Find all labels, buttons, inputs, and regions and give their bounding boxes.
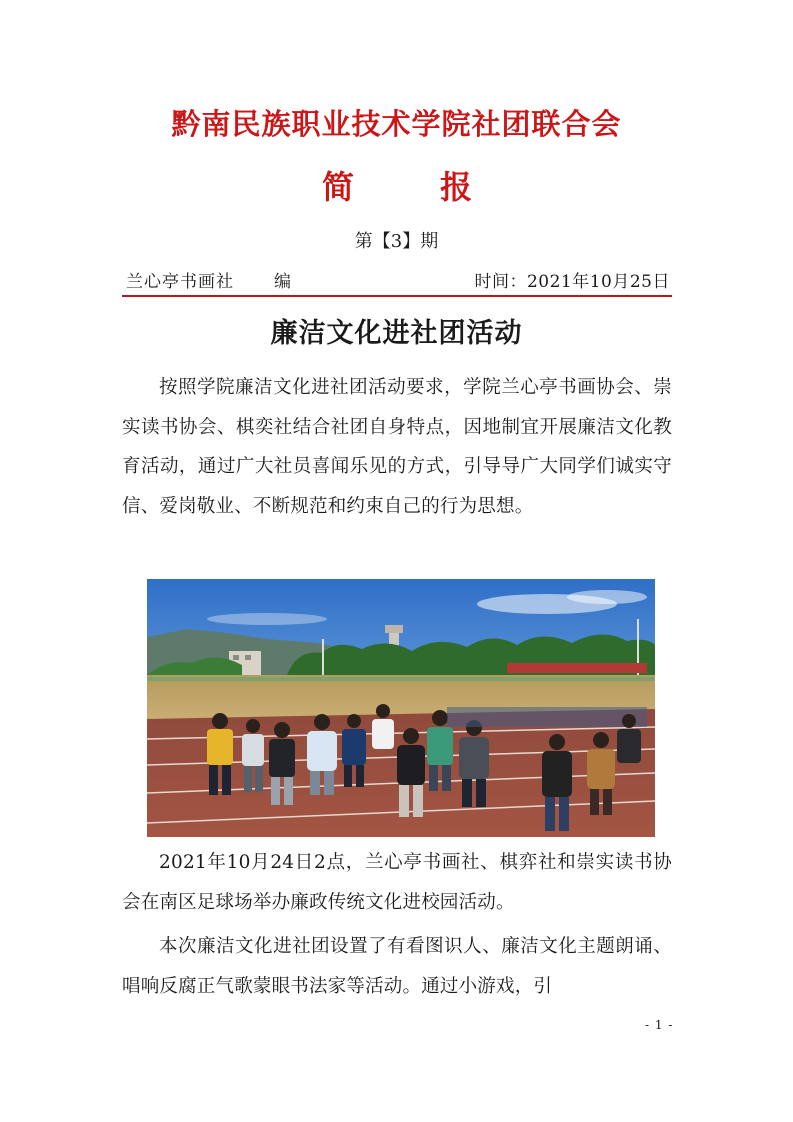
editor-date-line: [122, 270, 672, 294]
paragraph-event-time: 2021年10月24日2点，兰心亭书画社、棋弈社和崇实读书协会在南区足球场举办廉政传统文化进校园活动。: [122, 852, 672, 913]
header-divider: [122, 295, 672, 297]
group-photo-icon: [147, 579, 655, 837]
brief-title-left: 简: [322, 168, 355, 206]
page-number: - 1 -: [645, 1018, 674, 1032]
article-title: 廉洁文化进社团活动: [270, 318, 523, 349]
paragraph-activities: 本次廉洁文化进社团设置了有看图识人、廉洁文化主题朗诵、唱响反腐正气歌蒙眼书法家等活动。通过小游戏，引: [122, 936, 672, 997]
paragraph-intro: 按照学院廉洁文化进社团活动要求，学院兰心亭书画协会、崇实读书协会、棋奕社结合社团自身特点，因地制宜开展廉洁文化教育活动，通过广大社员喜闻乐见的方式，引导导广大同学们诚实守信、爱岗敬业、不断规范和约束自己的行为思想。: [122, 377, 672, 517]
edit-label: 编: [274, 272, 291, 292]
publish-date: 时间：2021年10月25日: [474, 272, 670, 292]
organization-title: 黔南民族职业技术学院社团联合会: [171, 107, 622, 141]
brief-title-right: 报: [440, 168, 473, 206]
activity-photo: [147, 579, 655, 837]
issue-number: 第【3】期: [354, 231, 439, 252]
editor-name: 兰心亭书画社: [126, 272, 234, 292]
